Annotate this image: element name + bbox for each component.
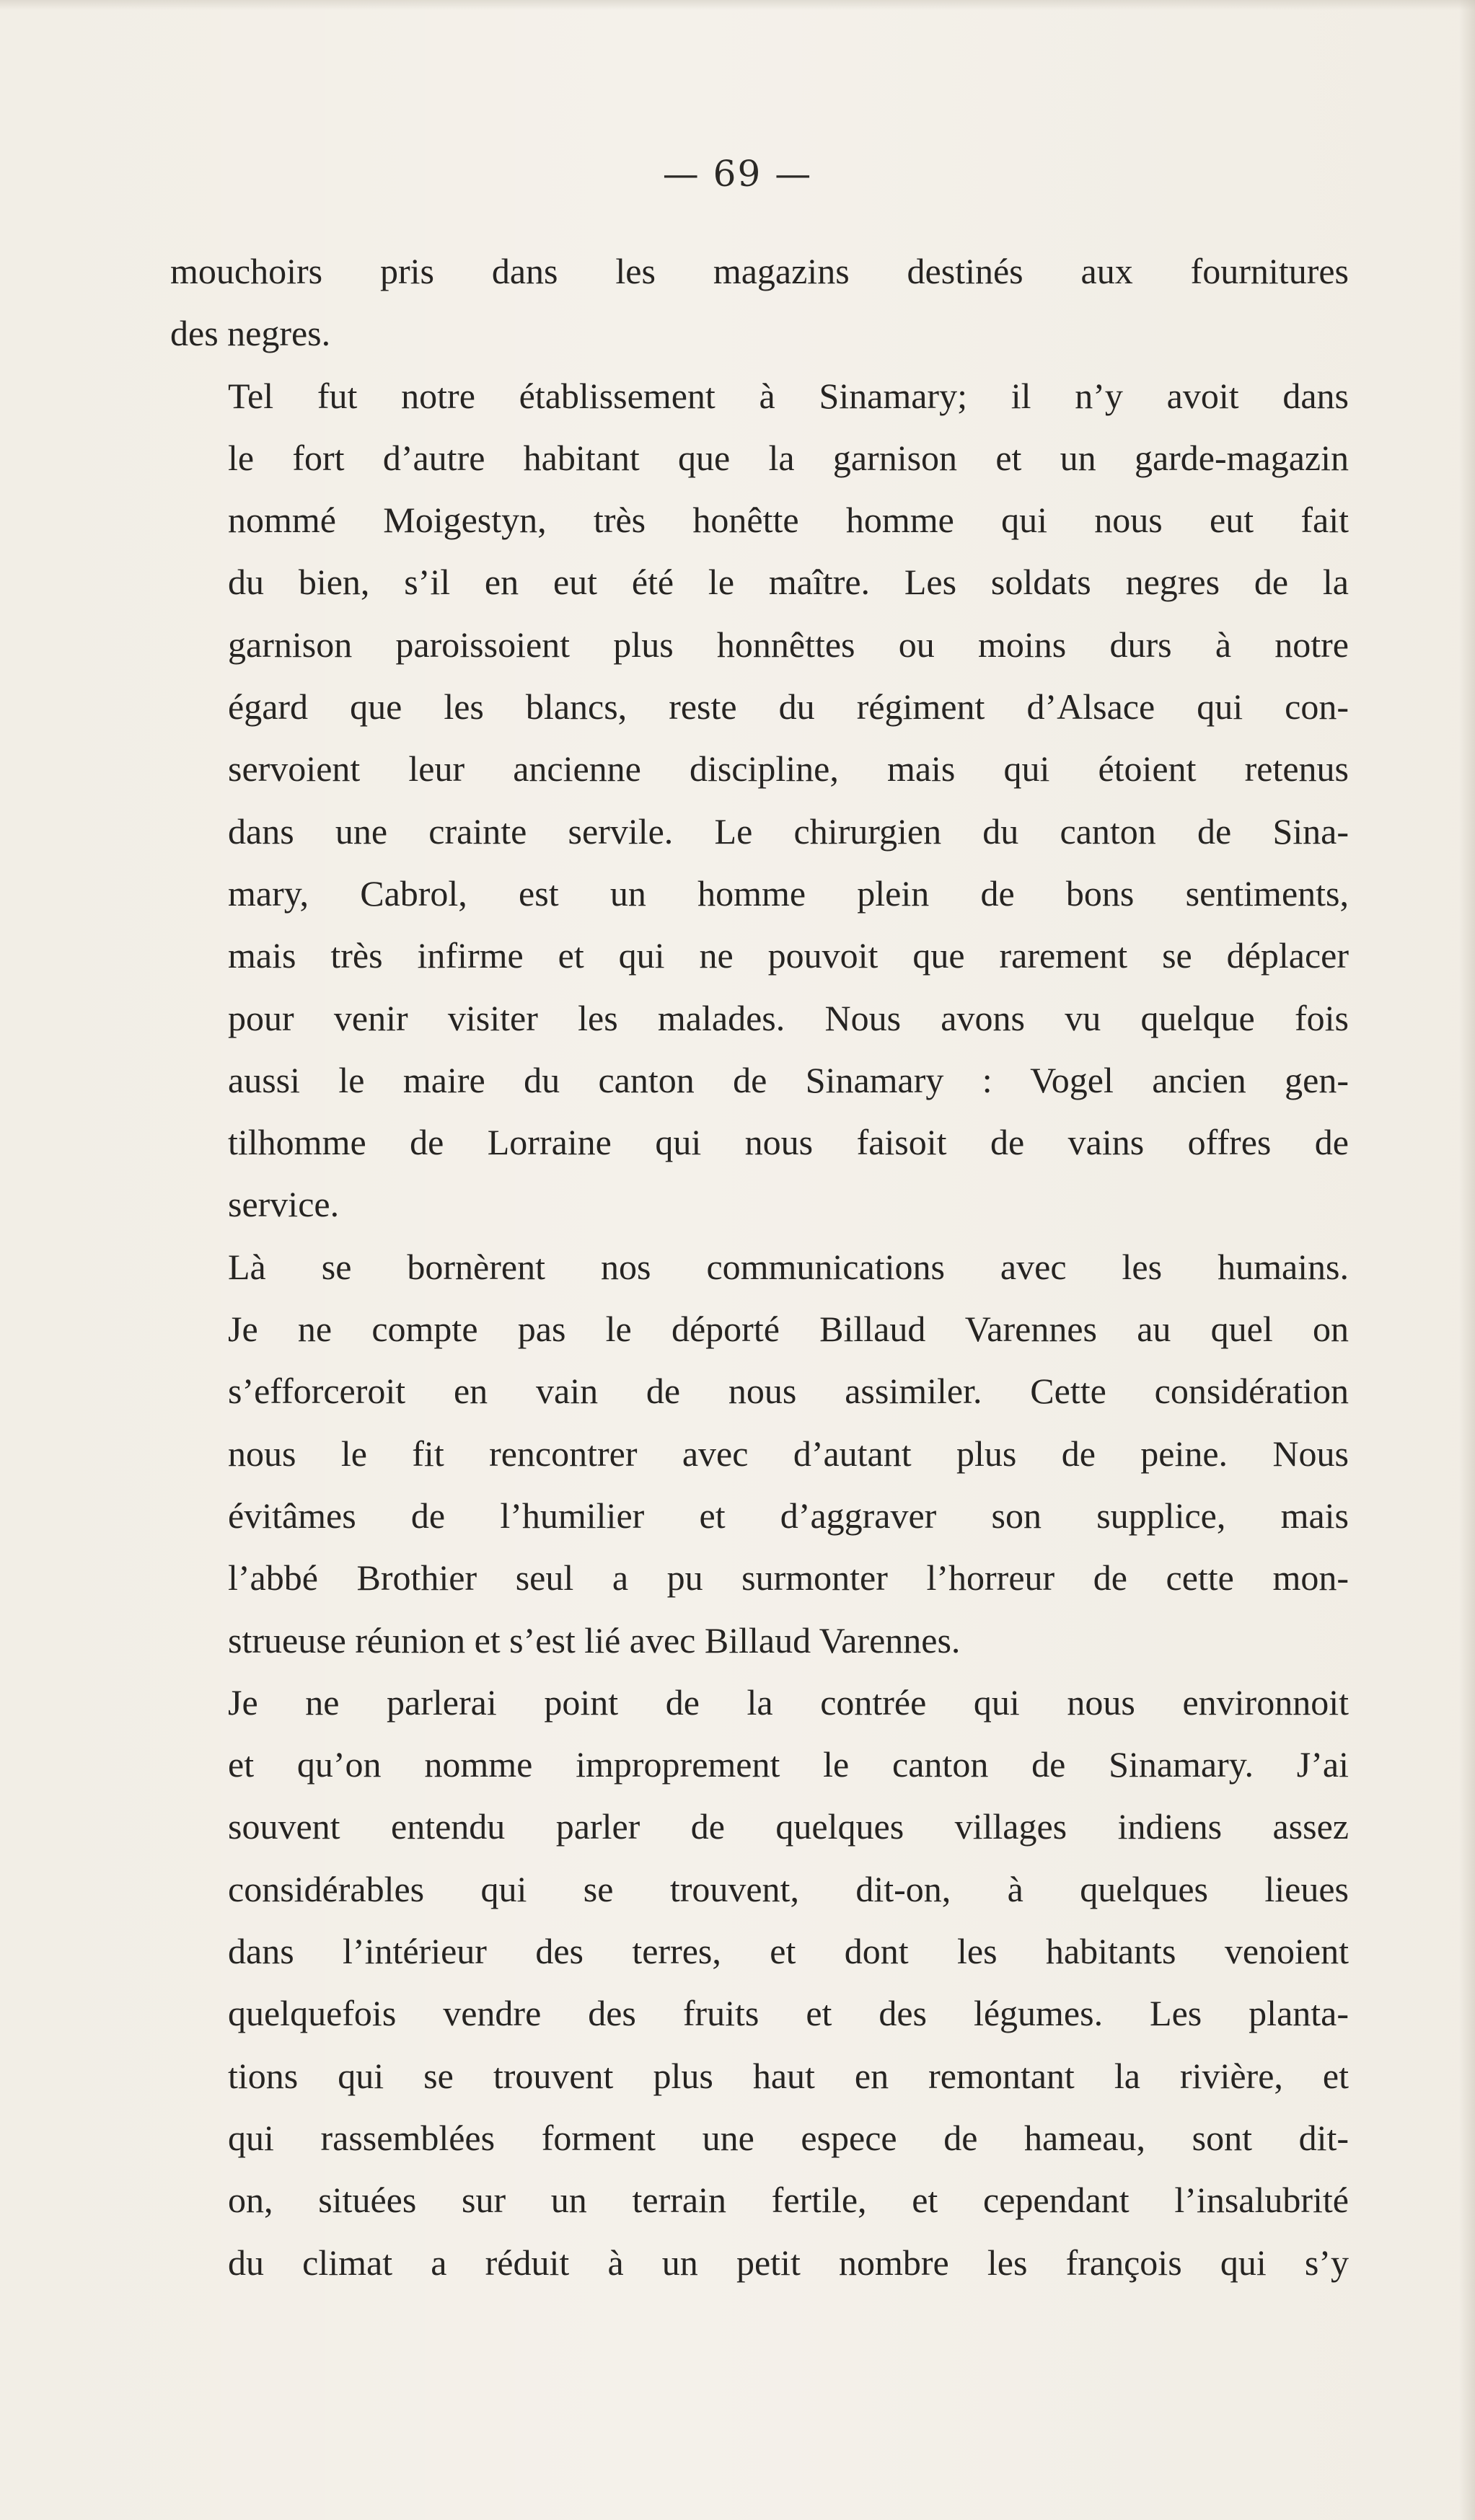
text-line: Là se bornèrent nos communications avec les humains. xyxy=(228,1246,1349,1287)
text-line: service. xyxy=(228,1184,340,1225)
text-line: garnison paroissoient plus honnêttes ou moins durs à notre xyxy=(228,624,1349,665)
paragraph-2 xyxy=(170,365,1349,1236)
text-line: s’efforceroit en vain de nous assimiler. Cette considération xyxy=(228,1371,1349,1412)
text-line: du bien, s’il en eut été le maître. Les soldats negres de la xyxy=(228,562,1349,603)
text-line: considérables qui se trouvent, dit-on, à quelques lieues xyxy=(228,1868,1349,1909)
text-line: le fort d’autre habitant que la garnison et un garde-magazin xyxy=(228,437,1349,478)
text-line: nous le fit rencontrer avec d’autant plus de peine. Nous xyxy=(228,1433,1349,1474)
text-line: et qu’on nomme improprement le canton de Sinamary. J’ai xyxy=(228,1744,1349,1785)
text-line: évitâmes de l’humilier et d’aggraver son supplice, mais xyxy=(228,1495,1349,1536)
text-line: souvent entendu parler de quelques villages indiens assez xyxy=(228,1806,1349,1847)
text-line: Tel fut notre établissement à Sinamary; il n’y avoit dans xyxy=(228,375,1349,416)
text-line: mary, Cabrol, est un homme plein de bons sentiments, xyxy=(228,872,1349,914)
text-line: dans l’intérieur des terres, et dont les habitants venoient xyxy=(228,1931,1349,1972)
text-line: nommé Moigestyn, très honêtte homme qui nous eut fait xyxy=(228,500,1349,541)
page-top-edge-shadow xyxy=(0,0,1475,10)
text-line: servoient leur ancienne discipline, mais qui étoient retenus xyxy=(228,748,1349,790)
paragraph-3 xyxy=(170,1236,1349,1671)
paragraph-4 xyxy=(170,1671,1349,2294)
text-line: strueuse réunion et s’est lié avec Billaud Varennes. xyxy=(228,1619,961,1661)
text-line: Je ne parlerai point de la contrée qui nous environnoit xyxy=(228,1681,1349,1723)
text-line: tilhomme de Lorraine qui nous faisoit de vains offres de xyxy=(228,1122,1349,1163)
text-line: Je ne compte pas le déporté Billaud Varennes au quel on xyxy=(228,1309,1349,1350)
text-line: dans une crainte servile. Le chirurgien du canton de Sina- xyxy=(228,810,1349,852)
page-number: — 69 — xyxy=(662,153,813,195)
text-line: des negres. xyxy=(170,313,331,354)
text-line: aussi le maire du canton de Sinamary : Vogel ancien gen- xyxy=(228,1059,1349,1100)
text-line: on, situées sur un terrain fertile, et cependant l’insalubrité xyxy=(228,2180,1349,2221)
body-text xyxy=(170,240,1349,2294)
text-line: mouchoirs pris dans les magazins destinés aux fournitures xyxy=(170,251,1349,291)
text-line: l’abbé Brothier seul a pu surmonter l’horreur de cette mon- xyxy=(228,1557,1349,1599)
text-line: quelquefois vendre des fruits et des légumes. Les planta- xyxy=(228,1993,1349,2034)
page-right-edge-shadow xyxy=(1459,0,1475,2520)
text-line: mais très infirme et qui ne pouvoit que rarement se déplacer xyxy=(228,935,1349,976)
text-line: qui rassemblées forment une espece de hameau, sont dit- xyxy=(228,2117,1349,2158)
text-line: pour venir visiter les malades. Nous avons vu quelque fois xyxy=(228,997,1349,1038)
text-line: du climat a réduit à un petit nombre les françois qui s’y xyxy=(228,2242,1349,2283)
paragraph-1 xyxy=(170,240,1349,365)
text-line: tions qui se trouvent plus haut en remontant la rivière, et xyxy=(228,2055,1349,2096)
text-line: égard que les blancs, reste du régiment d’Alsace qui con- xyxy=(228,686,1349,728)
